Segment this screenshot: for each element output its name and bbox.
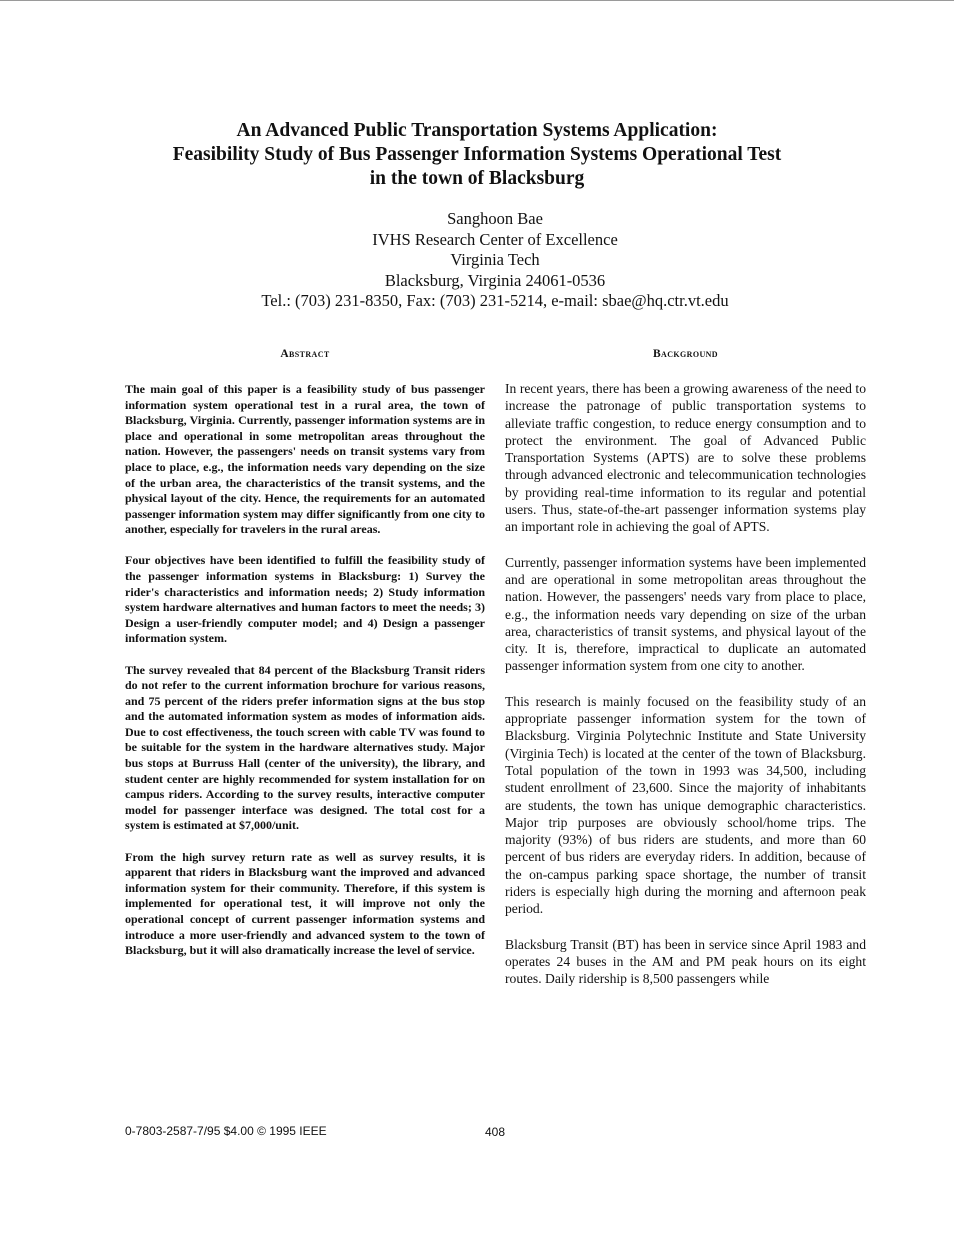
- abstract-column: [125, 382, 485, 974]
- author-block: [100, 209, 890, 312]
- abstract-paragraph: The main goal of this paper is a feasibility study of bus passenger information system operational test in a rural area, the town of Blacksburg, Virginia. Currently, passenger information systems are in place and operational in some metropolitan areas throughout the nation. However, the passengers' needs on transit systems vary from place to place, e.g., the information needs vary depending on the size of the urban area, the characteristics of the transit systems, and the physical layout of the city. Hence, the requirements for an automated passenger information system may differ significantly from one city to another, especially for travelers in the rural areas.: [125, 382, 485, 537]
- background-paragraph: Blacksburg Transit (BT) has been in service since April 1983 and operates 24 buses in the AM and PM peak hours on its eight routes. Daily ridership is 8,500 passengers while: [505, 936, 866, 987]
- author-institution: Virginia Tech: [450, 250, 540, 269]
- title-line: in the town of Blacksburg: [369, 168, 585, 189]
- title-line: Feasibility Study of Bus Passenger Information Systems Operational Test: [172, 144, 782, 165]
- abstract-heading: Abstract: [280, 348, 330, 360]
- abstract-paragraph: From the high survey return rate as well as survey results, it is apparent that riders in Blacksburg want the improved and advanced information system for their community. Therefore, if this system is implemented for operational test, it will improve not only the operational concept of current passenger information systems and introduce a more user-friendly and advanced system to the town of Blacksburg, but it will also dramatically increase the level of service.: [125, 849, 485, 958]
- author-contact: Tel.: (703) 231-8350, Fax: (703) 231-5214, e-mail: sbae@hq.ctr.vt.edu: [261, 291, 729, 310]
- background-paragraph: Currently, passenger information systems have been implemented and are operational in some metropolitan areas throughout the nation. However, the passengers' needs vary from place to place, e.g., the information needs vary depending on size of the urban area, characteristics of transit systems, and physical layout of the city. It is, therefore, impractical to duplicate an automated passenger information system from one city to another.: [505, 554, 866, 674]
- background-paragraph: This research is mainly focused on the feasibility study of an appropriate passenger information system for the town of Blacksburg. Virginia Polytechnic Institute and State University (Virginia Tech) is located at the center of the town of Blacksburg. Total population of the town in 1993 was 34,500, including student enrollment of 23,600. Since the majority of inhabitants are students, the town has unique demographic characteristics. Major trip purposes are obviously school/home trips. The majority (93%) of bus riders are students, and more than 60 percent of bus riders are everyday riders. In addition, because of the on-campus parking space shortage, the number of transit riders is especially high during the morning and afternoon peak period.: [505, 693, 866, 917]
- abstract-paragraph: Four objectives have been identified to fulfill the feasibility study of the passenger information systems in Blacksburg: 1) Survey the rider's characteristics and information needs; 2) Study information system hardware alternatives and human factors to meet the needs; 3) Design a user-friendly computer model; and 4) Design a passenger information system.: [125, 553, 485, 646]
- title-line: An Advanced Public Transportation Systems Application:: [236, 120, 718, 141]
- author-address: Blacksburg, Virginia 24061-0536: [384, 270, 606, 290]
- copyright-line: 0-7803-2587-7/95 $4.00 © 1995 IEEE: [125, 1124, 327, 1138]
- background-paragraph: In recent years, there has been a growing awareness of the need to increase the patronage of public transportation systems to alleviate traffic congestion, to reduce energy consumption and to protect the environment. The goal of Advanced Public Transportation Systems (APTS) are to solve these problems through advanced electronic and telecommunication technologies by providing real-time information to its regular and potential users. Thus, state-of-the-art passenger information systems play an important role in achieving the goal of APTS.: [505, 381, 866, 535]
- author-name: Sanghoon Bae: [447, 209, 543, 228]
- page-number: 408: [484, 1125, 506, 1139]
- background-column: [505, 380, 866, 1006]
- author-affiliation: IVHS Research Center of Excellence: [372, 229, 618, 249]
- background-heading: Background: [652, 348, 718, 360]
- abstract-paragraph: The survey revealed that 84 percent of the Blacksburg Transit riders do not refer to the current information brochure for various reasons, and 75 percent of the riders prefer information signs at the bus stop and the automated information system as modes of information aids. Due to cost effectiveness, the touch screen with cable TV was found to be suitable for the system in the hardware alternatives study. Major bus stops at Burruss Hall (center of the university), the library, and student center are highly recommended for system installation for on campus riders. According to the survey results, interactive computer model for passenger interface was designed. The total cost for a system is estimated at $7,000/unit.: [125, 662, 485, 833]
- page-top-rule: [0, 0, 954, 1]
- paper-title: [100, 119, 854, 191]
